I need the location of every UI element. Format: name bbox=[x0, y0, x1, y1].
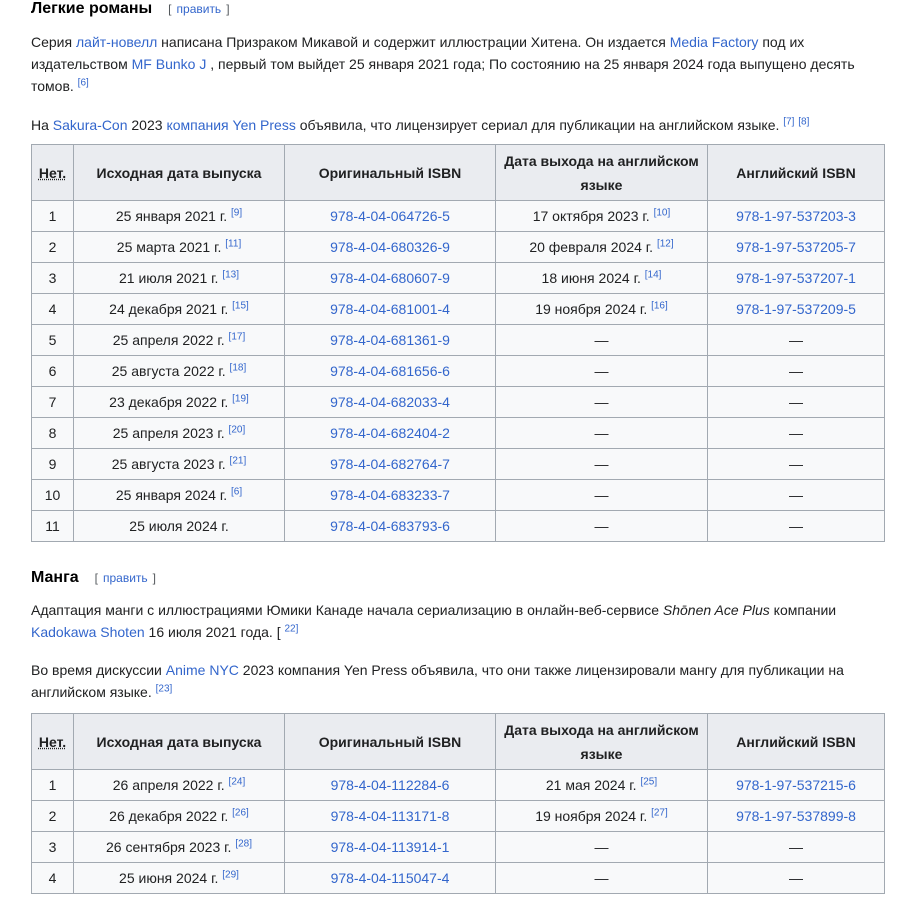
section-heading-novels bbox=[31, 0, 230, 18]
cell-number: 6 bbox=[32, 356, 74, 387]
edit-link[interactable]: править bbox=[103, 571, 148, 585]
cell-english-date: 19 ноября 2024 г. [16] bbox=[496, 294, 708, 325]
table-row bbox=[32, 801, 885, 832]
column-header-number[interactable]: Нет. bbox=[32, 714, 74, 770]
link-yen-press[interactable]: компания Yen Press bbox=[166, 117, 296, 133]
link-anime-nyc[interactable]: Anime NYC bbox=[165, 662, 239, 678]
cell-original-date: 25 марта 2021 г. [11] bbox=[74, 232, 285, 263]
column-header-english-date[interactable]: Дата выхода на английском языке bbox=[496, 714, 708, 770]
cell-english-isbn bbox=[708, 387, 885, 418]
cell-english-isbn bbox=[708, 201, 885, 232]
link-media-factory[interactable]: Media Factory bbox=[669, 34, 759, 50]
novels-intro-paragraph: Серия лайт-новелл написана Призраком Микавой и содержит иллюстрации Хитена. Он издается Media Factory под их издательством MF Bunko J , первый том выйдет 25 января 2021 года; По состоянию на 25 января 2024 года выпущено десять томов. [6] bbox=[31, 34, 855, 94]
cell-original-date: 25 апреля 2023 г. [20] bbox=[74, 418, 285, 449]
empty-value: — bbox=[789, 487, 803, 503]
cell-number: 4 bbox=[32, 294, 74, 325]
isbn-link[interactable]: 978-1-97-537899-8 bbox=[736, 808, 856, 824]
citation-link[interactable]: [19] bbox=[232, 393, 249, 405]
citation-link[interactable]: [10] bbox=[653, 207, 671, 219]
citation-link[interactable]: [20] bbox=[228, 424, 246, 436]
cell-original-isbn bbox=[285, 387, 496, 418]
citation-link[interactable]: [14] bbox=[644, 269, 662, 281]
cell-english-date: — bbox=[496, 387, 708, 418]
citation-link[interactable]: [26] bbox=[232, 807, 249, 819]
citation-link[interactable]: [9] bbox=[231, 207, 243, 219]
citation-link[interactable]: [25] bbox=[640, 776, 658, 788]
heading-text: Манга bbox=[31, 569, 79, 586]
citation-link[interactable]: [7] bbox=[783, 116, 795, 128]
cell-english-isbn bbox=[708, 480, 885, 511]
edit-link[interactable]: править bbox=[176, 2, 222, 16]
cell-english-date: 20 февраля 2024 г. [12] bbox=[496, 232, 708, 263]
table-row bbox=[32, 832, 885, 863]
column-header-english-isbn[interactable]: Английский ISBN bbox=[708, 714, 885, 770]
cell-original-date: 25 января 2024 г. [6] bbox=[74, 480, 285, 511]
empty-value: — bbox=[789, 870, 803, 886]
link-kadokawa-shoten[interactable]: Kadokawa Shoten bbox=[31, 624, 145, 640]
table-row bbox=[32, 201, 885, 232]
table-row bbox=[32, 770, 885, 801]
cell-english-date: 18 июня 2024 г. [14] bbox=[496, 263, 708, 294]
cell-original-isbn bbox=[285, 232, 496, 263]
cell-original-date: 21 июля 2021 г. [13] bbox=[74, 263, 285, 294]
citation-link[interactable]: [12] bbox=[656, 238, 674, 250]
cell-english-isbn bbox=[708, 511, 885, 542]
cell-original-isbn bbox=[285, 449, 496, 480]
isbn-link[interactable]: 978-4-04-115047-4 bbox=[330, 870, 450, 886]
citation-link[interactable]: [6] bbox=[77, 77, 89, 89]
cell-original-isbn bbox=[285, 832, 496, 863]
cell-original-isbn bbox=[285, 418, 496, 449]
cell-original-date: 25 августа 2023 г. [21] bbox=[74, 449, 285, 480]
cell-english-date: 21 мая 2024 г. [25] bbox=[496, 770, 708, 801]
cell-original-isbn bbox=[285, 801, 496, 832]
cell-english-date: — bbox=[496, 480, 708, 511]
cell-number: 10 bbox=[32, 480, 74, 511]
cell-english-date: — bbox=[496, 832, 708, 863]
table-header-row bbox=[32, 714, 885, 770]
cell-original-isbn bbox=[285, 480, 496, 511]
column-header-original-date[interactable]: Исходная дата выпуска bbox=[74, 145, 285, 201]
cell-number: 2 bbox=[32, 801, 74, 832]
column-header-original-date[interactable]: Исходная дата выпуска bbox=[74, 714, 285, 770]
column-header-original-isbn[interactable]: Оригинальный ISBN bbox=[285, 714, 496, 770]
cell-original-date: 24 декабря 2021 г. [15] bbox=[74, 294, 285, 325]
citation-link[interactable]: [21] bbox=[229, 455, 247, 467]
citation-link[interactable]: 22] bbox=[284, 623, 299, 635]
cell-english-date: 19 ноября 2024 г. [27] bbox=[496, 801, 708, 832]
citation-link[interactable]: [17] bbox=[228, 331, 246, 343]
section-heading-manga bbox=[31, 569, 156, 587]
cell-original-isbn bbox=[285, 356, 496, 387]
manga-volume-table bbox=[31, 713, 885, 894]
cell-original-isbn bbox=[285, 294, 496, 325]
cell-original-isbn bbox=[285, 325, 496, 356]
edit-section-manga: [ править ] bbox=[94, 571, 157, 585]
edit-section-novels: [ править ] bbox=[168, 2, 230, 16]
isbn-link[interactable]: 978-4-04-681361-9 bbox=[330, 332, 450, 348]
table-row bbox=[32, 511, 885, 542]
cell-number: 5 bbox=[32, 325, 74, 356]
citation-link[interactable]: [24] bbox=[228, 776, 246, 788]
isbn-link[interactable]: 978-4-04-682764-7 bbox=[330, 456, 450, 472]
cell-original-date: 26 апреля 2022 г. [24] bbox=[74, 770, 285, 801]
novels-volume-table bbox=[31, 144, 885, 542]
table-row bbox=[32, 418, 885, 449]
cell-original-date: 25 июня 2024 г. [29] bbox=[74, 863, 285, 894]
empty-value: — bbox=[789, 425, 803, 441]
cell-original-date: 25 августа 2022 г. [18] bbox=[74, 356, 285, 387]
isbn-link[interactable]: 978-4-04-113914-1 bbox=[330, 839, 450, 855]
cell-original-date: 23 декабря 2022 г. [19] bbox=[74, 387, 285, 418]
column-header-number[interactable]: Нет. bbox=[32, 145, 74, 201]
empty-value: — bbox=[789, 456, 803, 472]
isbn-link[interactable]: 978-1-97-537209-5 bbox=[736, 301, 856, 317]
isbn-link[interactable]: 978-4-04-681656-6 bbox=[330, 363, 450, 379]
isbn-link[interactable]: 978-4-04-683233-7 bbox=[330, 487, 450, 503]
empty-value: — bbox=[789, 839, 803, 855]
citation-link[interactable]: [13] bbox=[222, 269, 239, 281]
isbn-link[interactable]: 978-1-97-537207-1 bbox=[736, 270, 856, 286]
column-header-english-date[interactable]: Дата выхода на английском языке bbox=[496, 145, 708, 201]
isbn-link[interactable]: 978-4-04-680326-9 bbox=[330, 239, 450, 255]
column-header-original-isbn[interactable]: Оригинальный ISBN bbox=[285, 145, 496, 201]
isbn-link[interactable]: 978-4-04-681001-4 bbox=[330, 301, 450, 317]
isbn-link[interactable]: 978-1-97-537215-6 bbox=[736, 777, 856, 793]
heading-text: Легкие романы bbox=[31, 0, 153, 17]
cell-number: 1 bbox=[32, 770, 74, 801]
cell-english-isbn bbox=[708, 325, 885, 356]
cell-number: 4 bbox=[32, 863, 74, 894]
table-row bbox=[32, 263, 885, 294]
isbn-link[interactable]: 978-4-04-113171-8 bbox=[330, 808, 450, 824]
manga-license-paragraph: Во время дискуссии Anime NYC 2023 компания Yen Press объявила, что они также лицензировали мангу для публикации на английском языке. [23] bbox=[31, 662, 844, 700]
cell-english-date: 17 октября 2023 г. [10] bbox=[496, 201, 708, 232]
cell-original-date: 25 января 2021 г. [9] bbox=[74, 201, 285, 232]
cell-english-isbn bbox=[708, 263, 885, 294]
table-row bbox=[32, 356, 885, 387]
cell-original-date: 26 сентября 2023 г. [28] bbox=[74, 832, 285, 863]
cell-original-date: 25 апреля 2022 г. [17] bbox=[74, 325, 285, 356]
cell-number: 2 bbox=[32, 232, 74, 263]
cell-number: 11 bbox=[32, 511, 74, 542]
table-row bbox=[32, 232, 885, 263]
cell-number: 1 bbox=[32, 201, 74, 232]
isbn-link[interactable]: 978-4-04-680607-9 bbox=[330, 270, 450, 286]
cell-english-isbn bbox=[708, 863, 885, 894]
cell-english-isbn bbox=[708, 801, 885, 832]
citation-link[interactable]: [27] bbox=[651, 807, 668, 819]
citation-link[interactable]: [6] bbox=[231, 486, 243, 498]
table-row bbox=[32, 294, 885, 325]
citation-link[interactable]: [11] bbox=[225, 238, 242, 250]
cell-english-date: — bbox=[496, 356, 708, 387]
empty-value: — bbox=[789, 518, 803, 534]
cell-english-date: — bbox=[496, 449, 708, 480]
citation-link[interactable]: [29] bbox=[222, 869, 239, 881]
cell-english-isbn bbox=[708, 418, 885, 449]
citation-link[interactable]: [15] bbox=[232, 300, 249, 312]
link-mf-bunko-j[interactable]: MF Bunko J bbox=[131, 56, 207, 72]
cell-english-date: — bbox=[496, 863, 708, 894]
cell-original-date: 25 июля 2024 г. bbox=[74, 511, 285, 542]
citation-link[interactable]: [23] bbox=[155, 683, 173, 695]
isbn-link[interactable]: 978-4-04-112284-6 bbox=[330, 777, 450, 793]
table-row bbox=[32, 387, 885, 418]
citation-link[interactable]: [8] bbox=[798, 116, 810, 128]
cell-number: 9 bbox=[32, 449, 74, 480]
cell-english-isbn bbox=[708, 770, 885, 801]
table-row bbox=[32, 325, 885, 356]
cell-number: 3 bbox=[32, 263, 74, 294]
table-row bbox=[32, 449, 885, 480]
citation-link[interactable]: [18] bbox=[229, 362, 247, 374]
link-light-novel[interactable]: лайт-новелл bbox=[75, 34, 158, 50]
cell-english-date: — bbox=[496, 418, 708, 449]
cell-english-date: — bbox=[496, 325, 708, 356]
empty-value: — bbox=[789, 394, 803, 410]
link-sakura-con[interactable]: Sakura-Con bbox=[52, 117, 128, 133]
novels-license-paragraph: На Sakura-Con 2023 компания Yen Press объявила, что лицензирует сериал для публикации на английском языке. [7] [8] bbox=[31, 116, 810, 133]
cell-original-isbn bbox=[285, 201, 496, 232]
table-row bbox=[32, 863, 885, 894]
cell-original-isbn bbox=[285, 770, 496, 801]
table-row bbox=[32, 480, 885, 511]
cell-english-isbn bbox=[708, 356, 885, 387]
empty-value: — bbox=[789, 332, 803, 348]
cell-original-isbn bbox=[285, 263, 496, 294]
isbn-link[interactable]: 978-4-04-682404-2 bbox=[330, 425, 450, 441]
isbn-link[interactable]: 978-4-04-683793-6 bbox=[330, 518, 450, 534]
column-header-english-isbn[interactable]: Английский ISBN bbox=[708, 145, 885, 201]
cell-number: 8 bbox=[32, 418, 74, 449]
cell-english-isbn bbox=[708, 232, 885, 263]
citation-link[interactable]: [28] bbox=[235, 838, 252, 850]
citation-link[interactable]: [16] bbox=[651, 300, 668, 312]
isbn-link[interactable]: 978-1-97-537203-3 bbox=[736, 208, 856, 224]
cell-number: 3 bbox=[32, 832, 74, 863]
isbn-link[interactable]: 978-4-04-682033-4 bbox=[330, 394, 450, 410]
cell-number: 7 bbox=[32, 387, 74, 418]
cell-english-isbn bbox=[708, 294, 885, 325]
empty-value: — bbox=[789, 363, 803, 379]
isbn-link[interactable]: 978-4-04-064726-5 bbox=[330, 208, 450, 224]
cell-original-isbn bbox=[285, 863, 496, 894]
manga-intro-paragraph: Адаптация манги с иллюстрациями Юмики Канаде начала сериализацию в онлайн-веб-сервисе Shōnen Ace Plus компании Kadokawa Shoten 16 июля 2021 года. [ $^{22]}$ bbox=[31, 602, 837, 640]
cell-original-isbn bbox=[285, 511, 496, 542]
cell-original-date: 26 декабря 2022 г. [26] bbox=[74, 801, 285, 832]
cell-english-isbn bbox=[708, 449, 885, 480]
cell-english-date: — bbox=[496, 511, 708, 542]
table-header-row bbox=[32, 145, 885, 201]
cell-english-isbn bbox=[708, 832, 885, 863]
isbn-link[interactable]: 978-1-97-537205-7 bbox=[736, 239, 856, 255]
